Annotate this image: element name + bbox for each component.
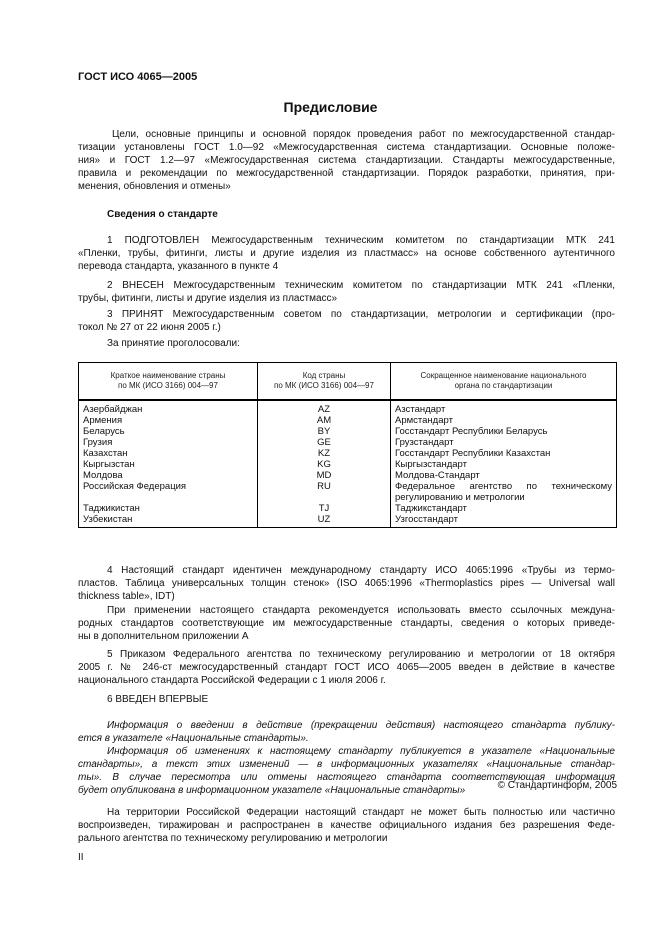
code-cell: BY [258,426,391,437]
item-4-note-line: родных стандартов соответствующие им межгосударственные стандарты, сведения о которых приведе- [78,618,615,629]
table-row [79,470,617,481]
item-5 [78,648,615,687]
organization-line: Федеральное агентство по техническому [395,481,612,492]
section-heading: Сведения о стандарте [107,209,218,220]
item-5-line: 5 Приказом Федерального агентства по техническому регулированию и метрологии от 18 октября [107,649,615,660]
intro-paragraph [78,128,615,193]
document-header: ГОСТ ИСО 4065—2005 [78,71,198,83]
intro-line: тизации установлены ГОСТ 1.0—92 «Межгосударственная система стандартизации. Основные положе- [78,142,615,153]
item-4-note [78,604,615,643]
organization-cell: Кыргызстандарт [391,459,617,470]
country-cell: Грузия [79,437,258,448]
country-cell: Азербайджан [79,400,258,415]
country-cell: Беларусь [79,426,258,437]
country-cell: Казахстан [79,448,258,459]
code-cell: MD [258,470,391,481]
info-publication-line: Информация о введении в действие (прекращении действия) настоящего стандарта публику- [107,720,615,731]
organization-cell: Азстандарт [391,400,617,415]
intro-line: ния» и ГОСТ 1.2—97 «Межгосударственная система стандартизации. Стандарты межгосударственные, [78,155,615,166]
copyright: © Стандартинформ, 2005 [497,780,617,791]
item-3-line: 3 ПРИНЯТ Межгосударственным советом по стандартизации, метрологии и сертификации (про- [107,309,615,320]
country-cell: Кыргызстан [79,459,258,470]
code-cell: AM [258,415,391,426]
item-3-line: токол № 27 от 22 июня 2005 г.) [78,322,221,333]
item-1-line: перевода стандарта, указанного в пункте 4 [78,261,279,272]
page-number: II [78,852,84,863]
item-4-line: пластов. Таблица универсальных толщин стенок» (ISO 4065:1996 «Thermoplastics pipes — Universal wall [78,578,615,589]
item-6: 6 ВВЕДЕН ВПЕРВЫЕ [107,694,209,705]
organization-cell: Молдова-Стандарт [391,470,617,481]
table-row [79,448,617,459]
country-cell: Узбекистан [79,514,258,528]
organization-cell [391,481,617,503]
table-row [79,426,617,437]
column-header-code: Код страны по МК (ИСО 3166) 004—97 [258,363,391,401]
info-publication-line: ется в указателе «Национальные стандарты». [78,733,309,744]
code-cell: TJ [258,503,391,514]
code-cell: AZ [258,400,391,415]
table-header-row [79,363,617,401]
country-cell: Российская Федерация [79,481,258,503]
info-changes-line: будет опубликована в информационном указателе «Национальные стандарты» [78,785,466,796]
item-4-line: 4 Настоящий стандарт идентичен международному стандарту ИСО 4065:1996 «Трубы из термо- [107,565,615,576]
item-1 [78,234,615,273]
code-cell: UZ [258,514,391,528]
code-cell: GE [258,437,391,448]
item-4-note-line: ны в дополнительном приложении А [78,631,249,642]
country-cell: Армения [79,415,258,426]
item-3 [78,308,615,334]
info-publication [78,719,615,745]
code-cell: RU [258,481,391,503]
voting-table [78,362,617,528]
table-row [79,503,617,514]
organization-cell: Таджикстандарт [391,503,617,514]
info-changes-line: ты». В случае пересмотра или отмены настоящего стандарта соответствующая информация [78,772,615,783]
vote-intro: За принятие проголосовали: [107,338,240,349]
code-cell: KZ [258,448,391,459]
item-2 [78,279,615,305]
item-4-line: thickness table», IDT) [78,591,175,602]
item-4 [78,564,615,603]
organization-cell: Грузстандарт [391,437,617,448]
info-changes-line: стандарты», а текст этих изменений — в информационных указателях «Национальные стандар- [78,759,615,770]
table-row [79,437,617,448]
item-2-line: 2 ВНЕСЕН Межгосударственным техническим комитетом по стандартизации МТК 241 «Пленки, [107,280,615,291]
info-changes-line: Информация об изменениях к настоящему стандарту публикуется в указателе «Национальные [107,746,615,757]
item-1-line: 1 ПОДГОТОВЛЕН Межгосударственным техническим комитетом по стандартизации МТК 241 [107,235,615,246]
table-row [79,415,617,426]
column-header-organization: Сокращенное наименование национального органа по стандартизации [391,363,617,401]
table-row [79,459,617,470]
intro-line: менения, обновления и отмены» [78,181,231,192]
table-row [79,400,617,415]
column-header-country: Краткое наименование страны по МК (ИСО 3166) 004—97 [79,363,258,401]
footer-note-line: воспроизведен, тиражирован и распространен в качестве официального издания без разрешения Феде- [78,820,615,831]
item-2-line: трубы, фитинги, листы и другие изделия из пластмасс» [78,293,338,304]
item-1-line: «Пленки, трубы, фитинги, листы и другие изделия из пластмасс» на основе собственного аутентичного [78,248,615,259]
organization-cell: Госстандарт Республики Беларусь [391,426,617,437]
item-5-line: национального стандарта Российской Федерации с 1 июля 2006 г. [78,675,386,686]
footer-note-line: На территории Российской Федерации настоящий стандарт не может быть полностью или частично [107,807,615,818]
footer-note-line: рального агентства по техническому регулированию и метрологии [78,833,388,844]
organization-cell: Госстандарт Республики Казахстан [391,448,617,459]
code-cell: KG [258,459,391,470]
organization-cell: Узгосстандарт [391,514,617,528]
country-cell: Молдова [79,470,258,481]
intro-line: правила и рекомендации по межгосударственной стандартизации. Порядок разработки, принятия, при- [78,168,615,179]
table-row [79,514,617,528]
page-title: Предисловие [283,99,378,115]
item-4-note-line: При применении настоящего стандарта рекомендуется использовать вместо ссылочных междуна- [107,605,615,616]
item-5-line: 2005 г. № 246-ст межгосударственный стандарт ГОСТ ИСО 4065—2005 введен в действие в качестве [78,662,615,673]
footer-note [78,806,615,845]
intro-line: Цели, основные принципы и основной порядок проведения работ по межгосударственной стандар- [112,129,615,140]
table-row [79,481,617,503]
organization-line: регулированию и метрологии [395,492,525,503]
country-cell: Таджикистан [79,503,258,514]
organization-cell: Армстандарт [391,415,617,426]
